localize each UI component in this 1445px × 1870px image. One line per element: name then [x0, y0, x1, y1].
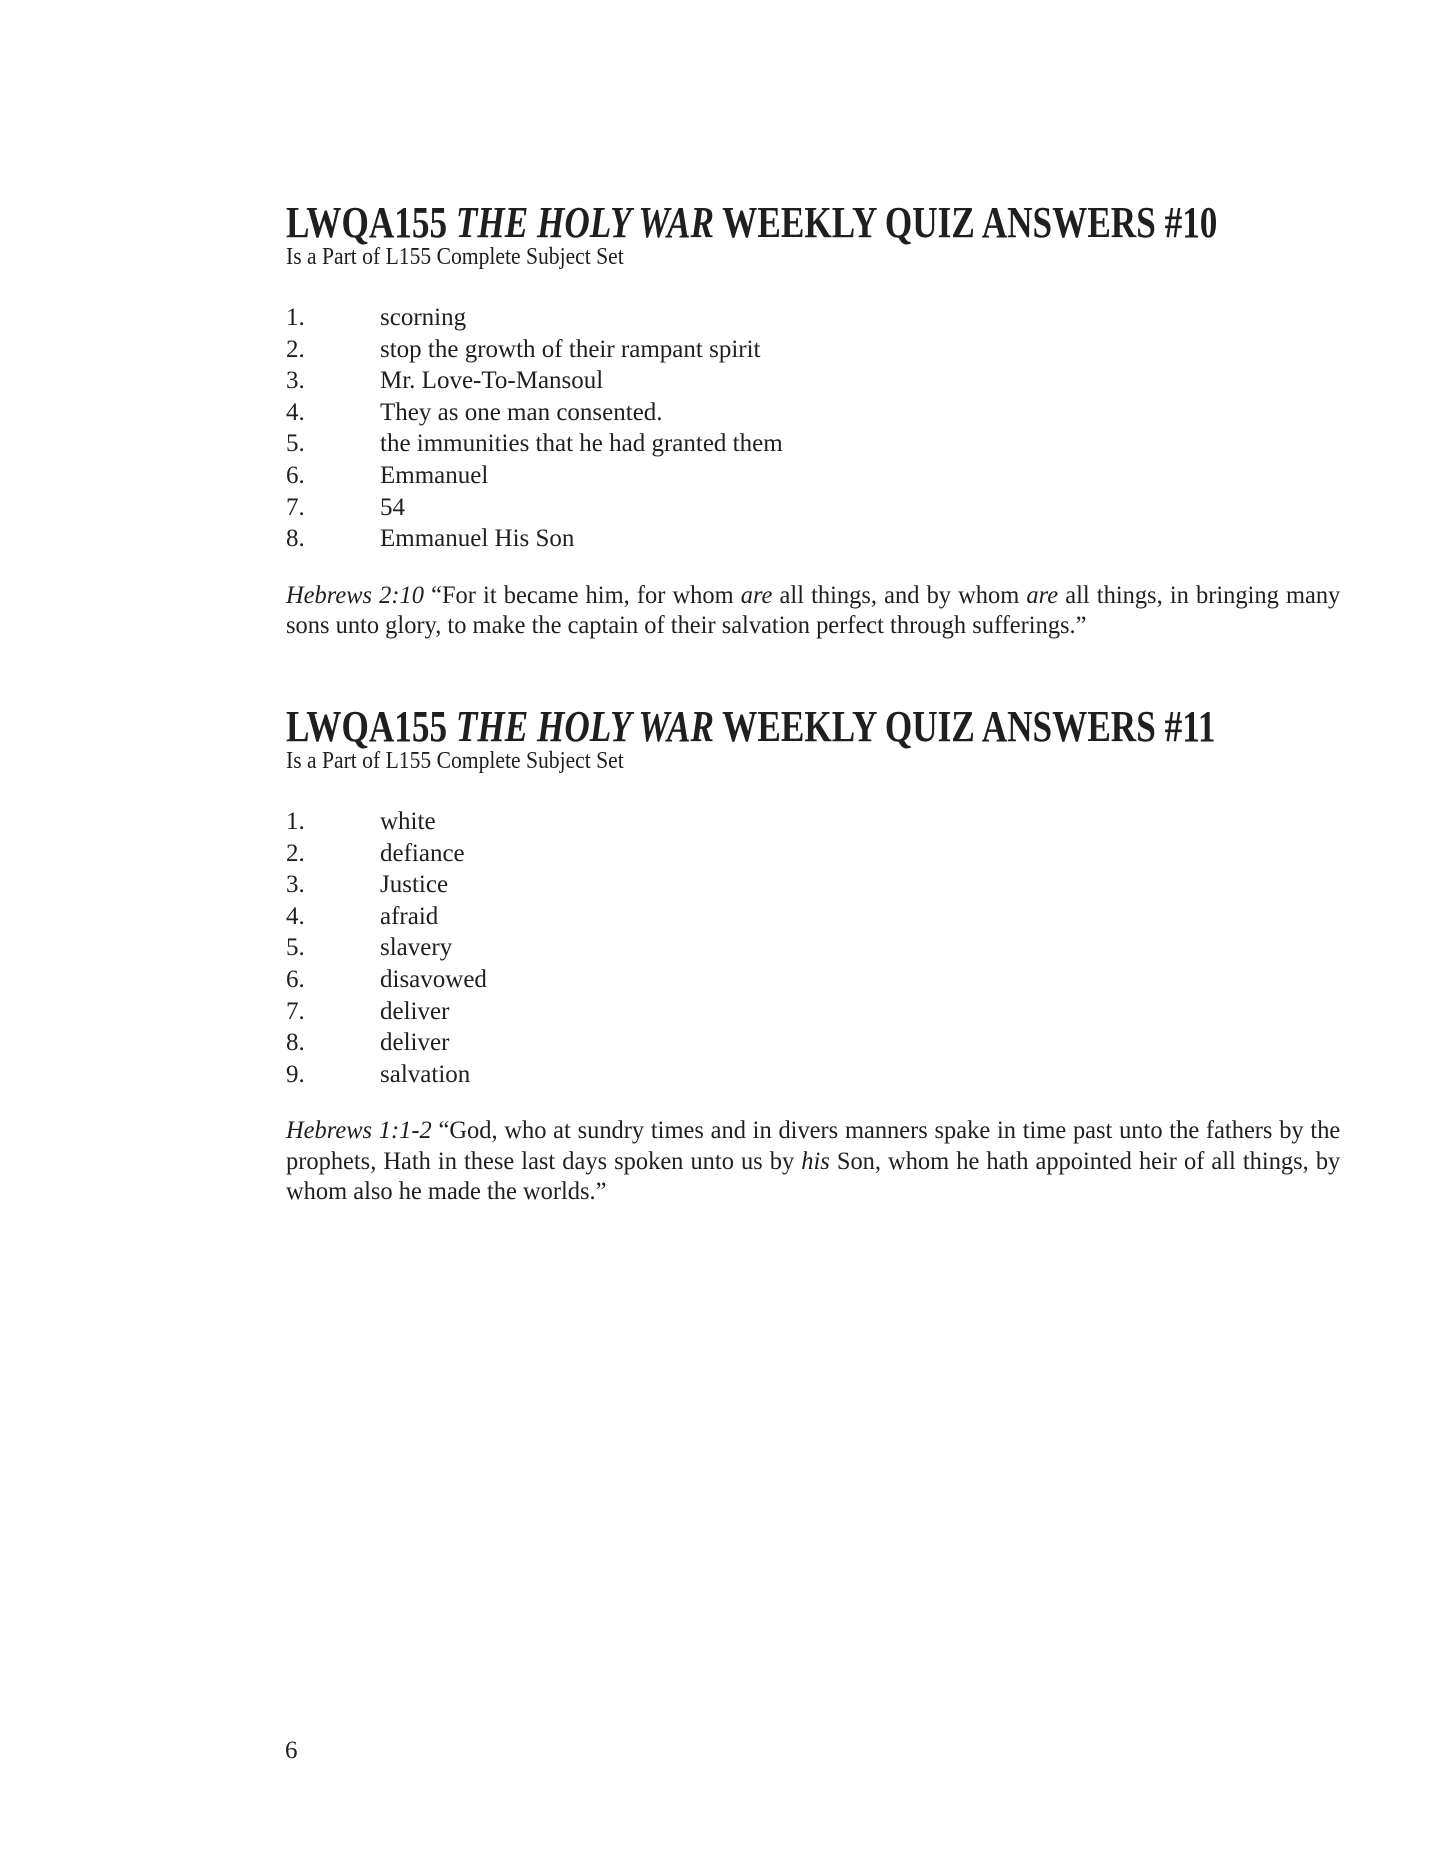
answer-row: [286, 838, 1340, 870]
answer-text: Mr. Love-To-Mansoul: [380, 367, 604, 395]
title-prefix: LWQA155: [286, 702, 456, 751]
answer-row: [286, 1059, 1340, 1091]
answer-row: [286, 932, 1340, 964]
answer-text: slavery: [380, 934, 453, 962]
answer-number: 6.: [286, 965, 305, 993]
answer-text: Emmanuel His Son: [380, 525, 575, 553]
answer-number: 3.: [286, 367, 305, 395]
answer-text: deliver: [380, 1029, 450, 1057]
title-prefix: LWQA155: [286, 198, 456, 247]
answer-text: the immunities that he had granted them: [380, 430, 783, 458]
answer-number: 3.: [286, 871, 305, 899]
answer-number: 2.: [286, 335, 305, 363]
answer-text: Justice: [380, 871, 449, 899]
answer-number: 7.: [286, 493, 305, 521]
answer-row: [286, 397, 1340, 429]
answer-text: 54: [380, 493, 405, 521]
answer-number: 4.: [286, 902, 305, 930]
answer-row: [286, 302, 1340, 334]
answer-row: [286, 460, 1340, 492]
answer-text: white: [380, 808, 436, 835]
scripture-paragraph: Hebrews 2:10 “For it became him, for whom are all things, and by whom are all things, in bringing many sons unto glory, to make the captain of their salvation perfect through sufferings.”: [286, 581, 1341, 640]
answer-row: [286, 523, 1340, 555]
page-number: 6: [285, 1737, 298, 1764]
quiz-answers-11-section: [286, 702, 1341, 1208]
quiz-answers-10-section: [286, 198, 1341, 642]
section-title: [286, 198, 1218, 247]
answer-number: 8.: [286, 1029, 305, 1057]
answer-row: [286, 365, 1340, 397]
section-subtitle: Is a Part of L155 Complete Subject Set: [286, 748, 624, 774]
answer-text: deliver: [380, 997, 450, 1025]
answer-text: scorning: [380, 304, 467, 331]
answer-text: defiance: [380, 839, 465, 867]
answer-row: [286, 492, 1340, 524]
title-suffix: WEEKLY QUIZ ANSWERS #11: [714, 702, 1216, 751]
title-series-italic: THE HOLY WAR: [455, 702, 715, 751]
answer-row: [286, 901, 1340, 933]
answers-list: [286, 302, 1340, 555]
answer-text: salvation: [380, 1060, 471, 1088]
answer-text: afraid: [380, 902, 439, 930]
answer-number: 5.: [286, 430, 305, 458]
answer-text: Emmanuel: [380, 461, 489, 489]
answer-row: [286, 428, 1340, 460]
title-suffix: WEEKLY QUIZ ANSWERS #10: [714, 198, 1218, 247]
answer-number: 4.: [286, 398, 305, 426]
answer-text: They as one man consented.: [380, 398, 663, 426]
answer-number: 7.: [286, 997, 305, 1025]
answer-row: [286, 869, 1340, 901]
answer-number: 1.: [286, 808, 305, 835]
answer-row: [286, 334, 1340, 366]
title-series-italic: THE HOLY WAR: [455, 198, 715, 247]
answer-text: stop the growth of their rampant spirit: [380, 335, 761, 363]
answer-row: [286, 964, 1340, 996]
answer-number: 5.: [286, 934, 305, 962]
answer-number: 8.: [286, 525, 305, 553]
answers-list: [286, 806, 1340, 1090]
answer-row: [286, 806, 1340, 838]
scripture-paragraph: Hebrews 1:1-2 “God, who at sundry times and in divers manners spake in time past unto the fathers by the prophets, Hath in these last days spoken unto us by his Son, whom he hath appointed heir of all things, by whom also he made the worlds.”: [286, 1117, 1341, 1206]
answer-number: 9.: [286, 1060, 305, 1088]
answer-number: 2.: [286, 839, 305, 867]
answer-number: 6.: [286, 461, 305, 489]
answer-text: disavowed: [380, 965, 487, 993]
section-title: [286, 702, 1216, 751]
section-subtitle: Is a Part of L155 Complete Subject Set: [286, 244, 624, 270]
answer-row: [286, 1027, 1340, 1059]
answer-row: [286, 996, 1340, 1028]
answer-number: 1.: [286, 304, 305, 331]
